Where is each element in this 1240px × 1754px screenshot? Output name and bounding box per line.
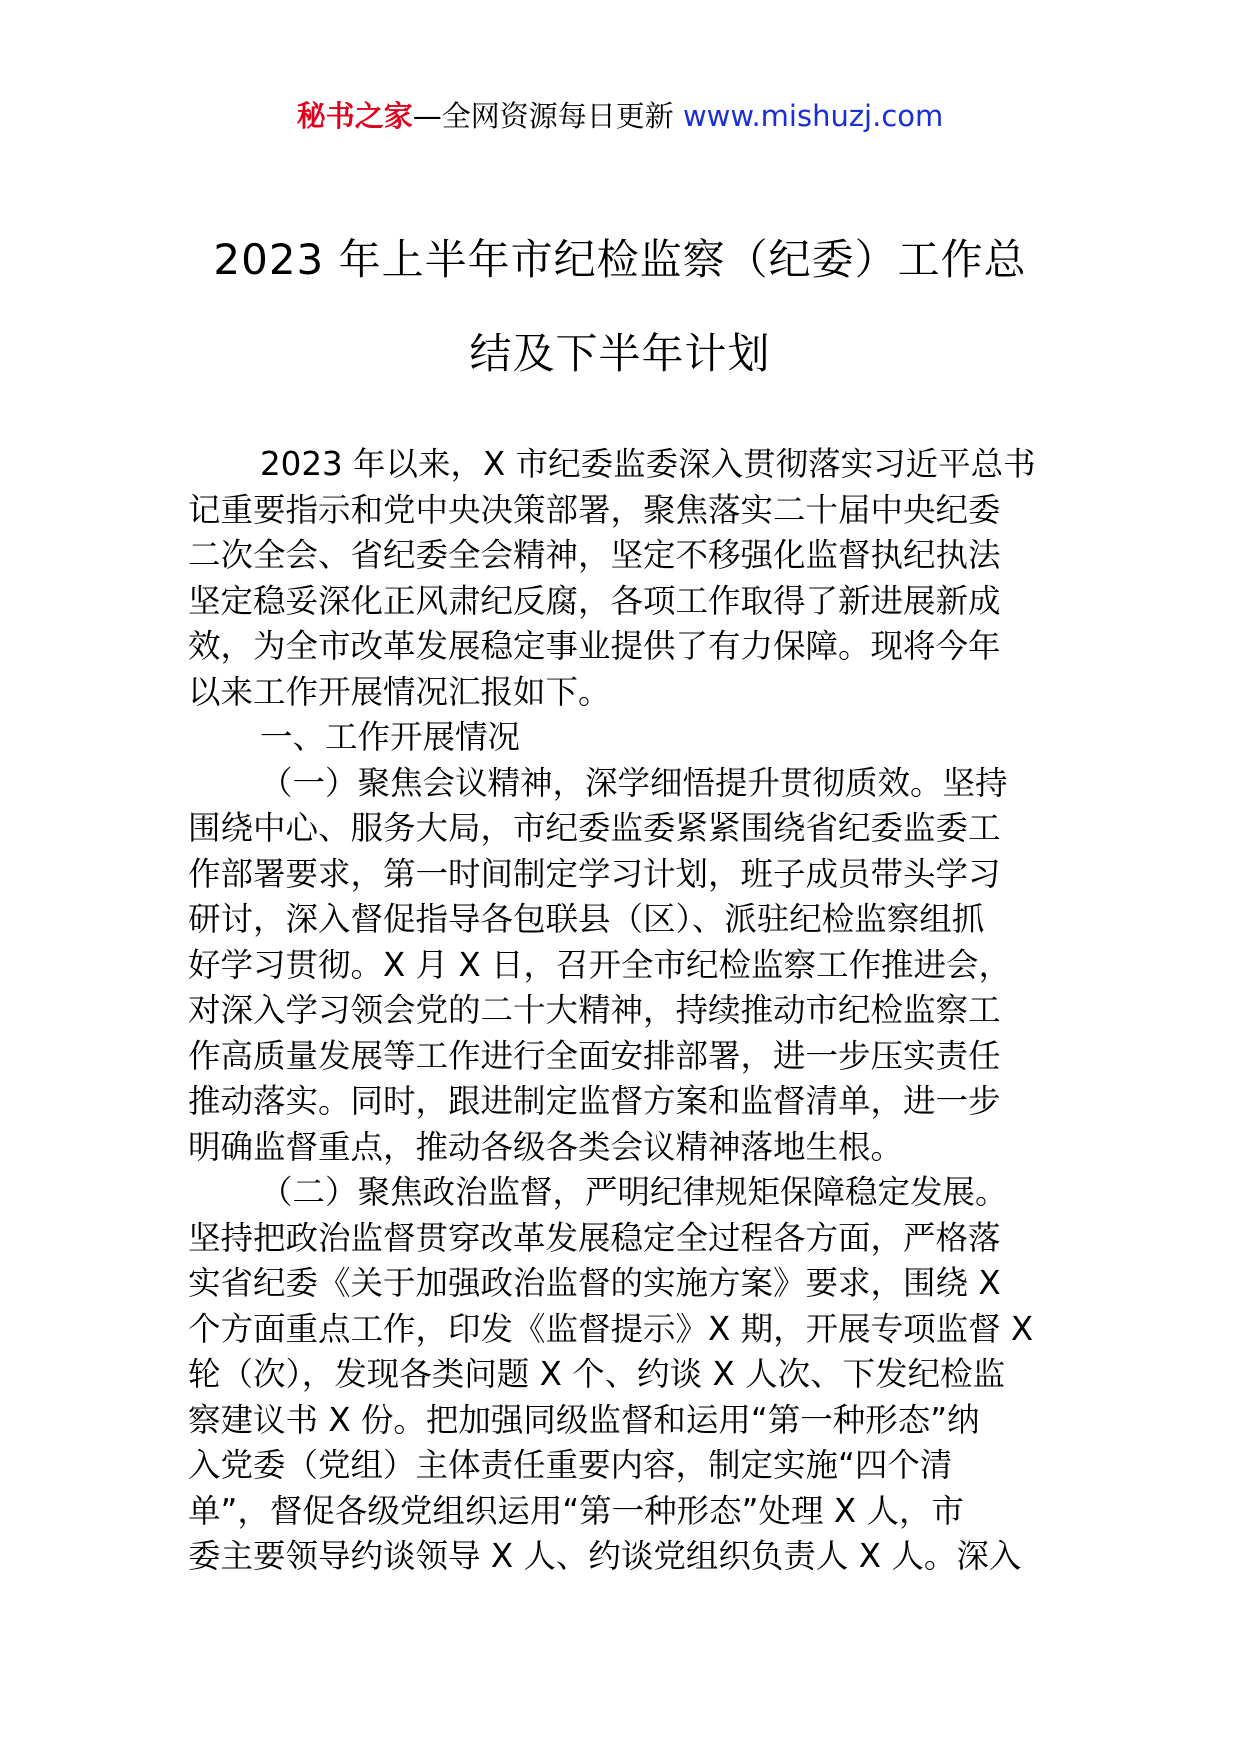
body-line: （二）聚焦政治监督，严明纪律规矩保障稳定发展。 [260, 1173, 1008, 1211]
body-line: 围绕中心、服务大局，市纪委监委紧紧围绕省纪委监委工 [188, 809, 1001, 847]
section-heading: 一、工作开展情况 [260, 718, 521, 756]
document-title-line-2: 结及下半年计划 [469, 329, 771, 378]
body-line: 作高质量发展等工作进行全面安排部署，进一步压实责任 [188, 1036, 1001, 1075]
site-brand: 秘书之家 [296, 99, 413, 133]
site-tagline: —全网资源每日更新 [412, 99, 674, 133]
body-line: 记重要指示和党中央决策部署，聚焦落实二十届中央纪委 [188, 490, 1001, 529]
site-header [0, 96, 1240, 136]
body-line: 察建议书 X 份。把加强同级监督和运用“第一种形态”纳 [188, 1400, 980, 1439]
body-line: 二次全会、省纪委全会精神，坚定不移强化监督执纪执法 [188, 536, 1001, 574]
body-line: 明确监督重点，推动各级各类会议精神落地生根。 [188, 1127, 904, 1166]
site-url-link[interactable]: www.mishuzj.com [682, 99, 944, 133]
body-line: （一）聚焦会议精神，深学细悟提升贯彻质效。坚持 [260, 763, 1008, 802]
body-line: 2023 年以来，X 市纪委监委深入贯彻落实习近平总书 [260, 445, 1036, 483]
body-line: 委主要领导约谈领导 X 人、约谈党组织负责人 X 人。深入 [188, 1537, 1022, 1575]
body-line: 单”，督促各级党组织运用“第一种形态”处理 X 人，市 [188, 1491, 964, 1530]
body-line: 个方面重点工作，印发《监督提示》X 期，开展专项监督 X [188, 1309, 1034, 1348]
body-line: 实省纪委《关于加强政治监督的实施方案》要求，围绕 X [188, 1264, 1001, 1302]
body-line: 轮（次），发现各类问题 X 个、约谈 X 人次、下发纪检监 [188, 1355, 1006, 1393]
body-line: 坚定稳妥深化正风肃纪反腐，各项工作取得了新进展新成 [188, 581, 1001, 620]
body-line: 推动落实。同时，跟进制定监督方案和监督清单，进一步 [188, 1082, 1001, 1120]
document-title-line-1: 2023 年上半年市纪检监察（纪委）工作总 [213, 235, 1027, 284]
body-line: 入党委（党组）主体责任重要内容，制定实施“四个清 [188, 1446, 953, 1484]
body-line: 作部署要求，第一时间制定学习计划，班子成员带头学习 [188, 854, 1001, 893]
document-body [188, 442, 1058, 1580]
body-line: 以来工作开展情况汇报如下。 [188, 672, 611, 711]
body-line: 坚持把政治监督贯穿改革发展稳定全过程各方面，严格落 [188, 1218, 1001, 1257]
body-line: 研讨，深入督促指导各包联县（区）、派驻纪检监察组抓 [188, 900, 985, 938]
body-line: 对深入学习领会党的二十大精神，持续推动市纪检监察工 [188, 991, 1001, 1029]
body-line: 效，为全市改革发展稳定事业提供了有力保障。现将今年 [188, 627, 1001, 665]
body-line: 好学习贯彻。X 月 X 日，召开全市纪检监察工作推进会， [188, 945, 1012, 984]
